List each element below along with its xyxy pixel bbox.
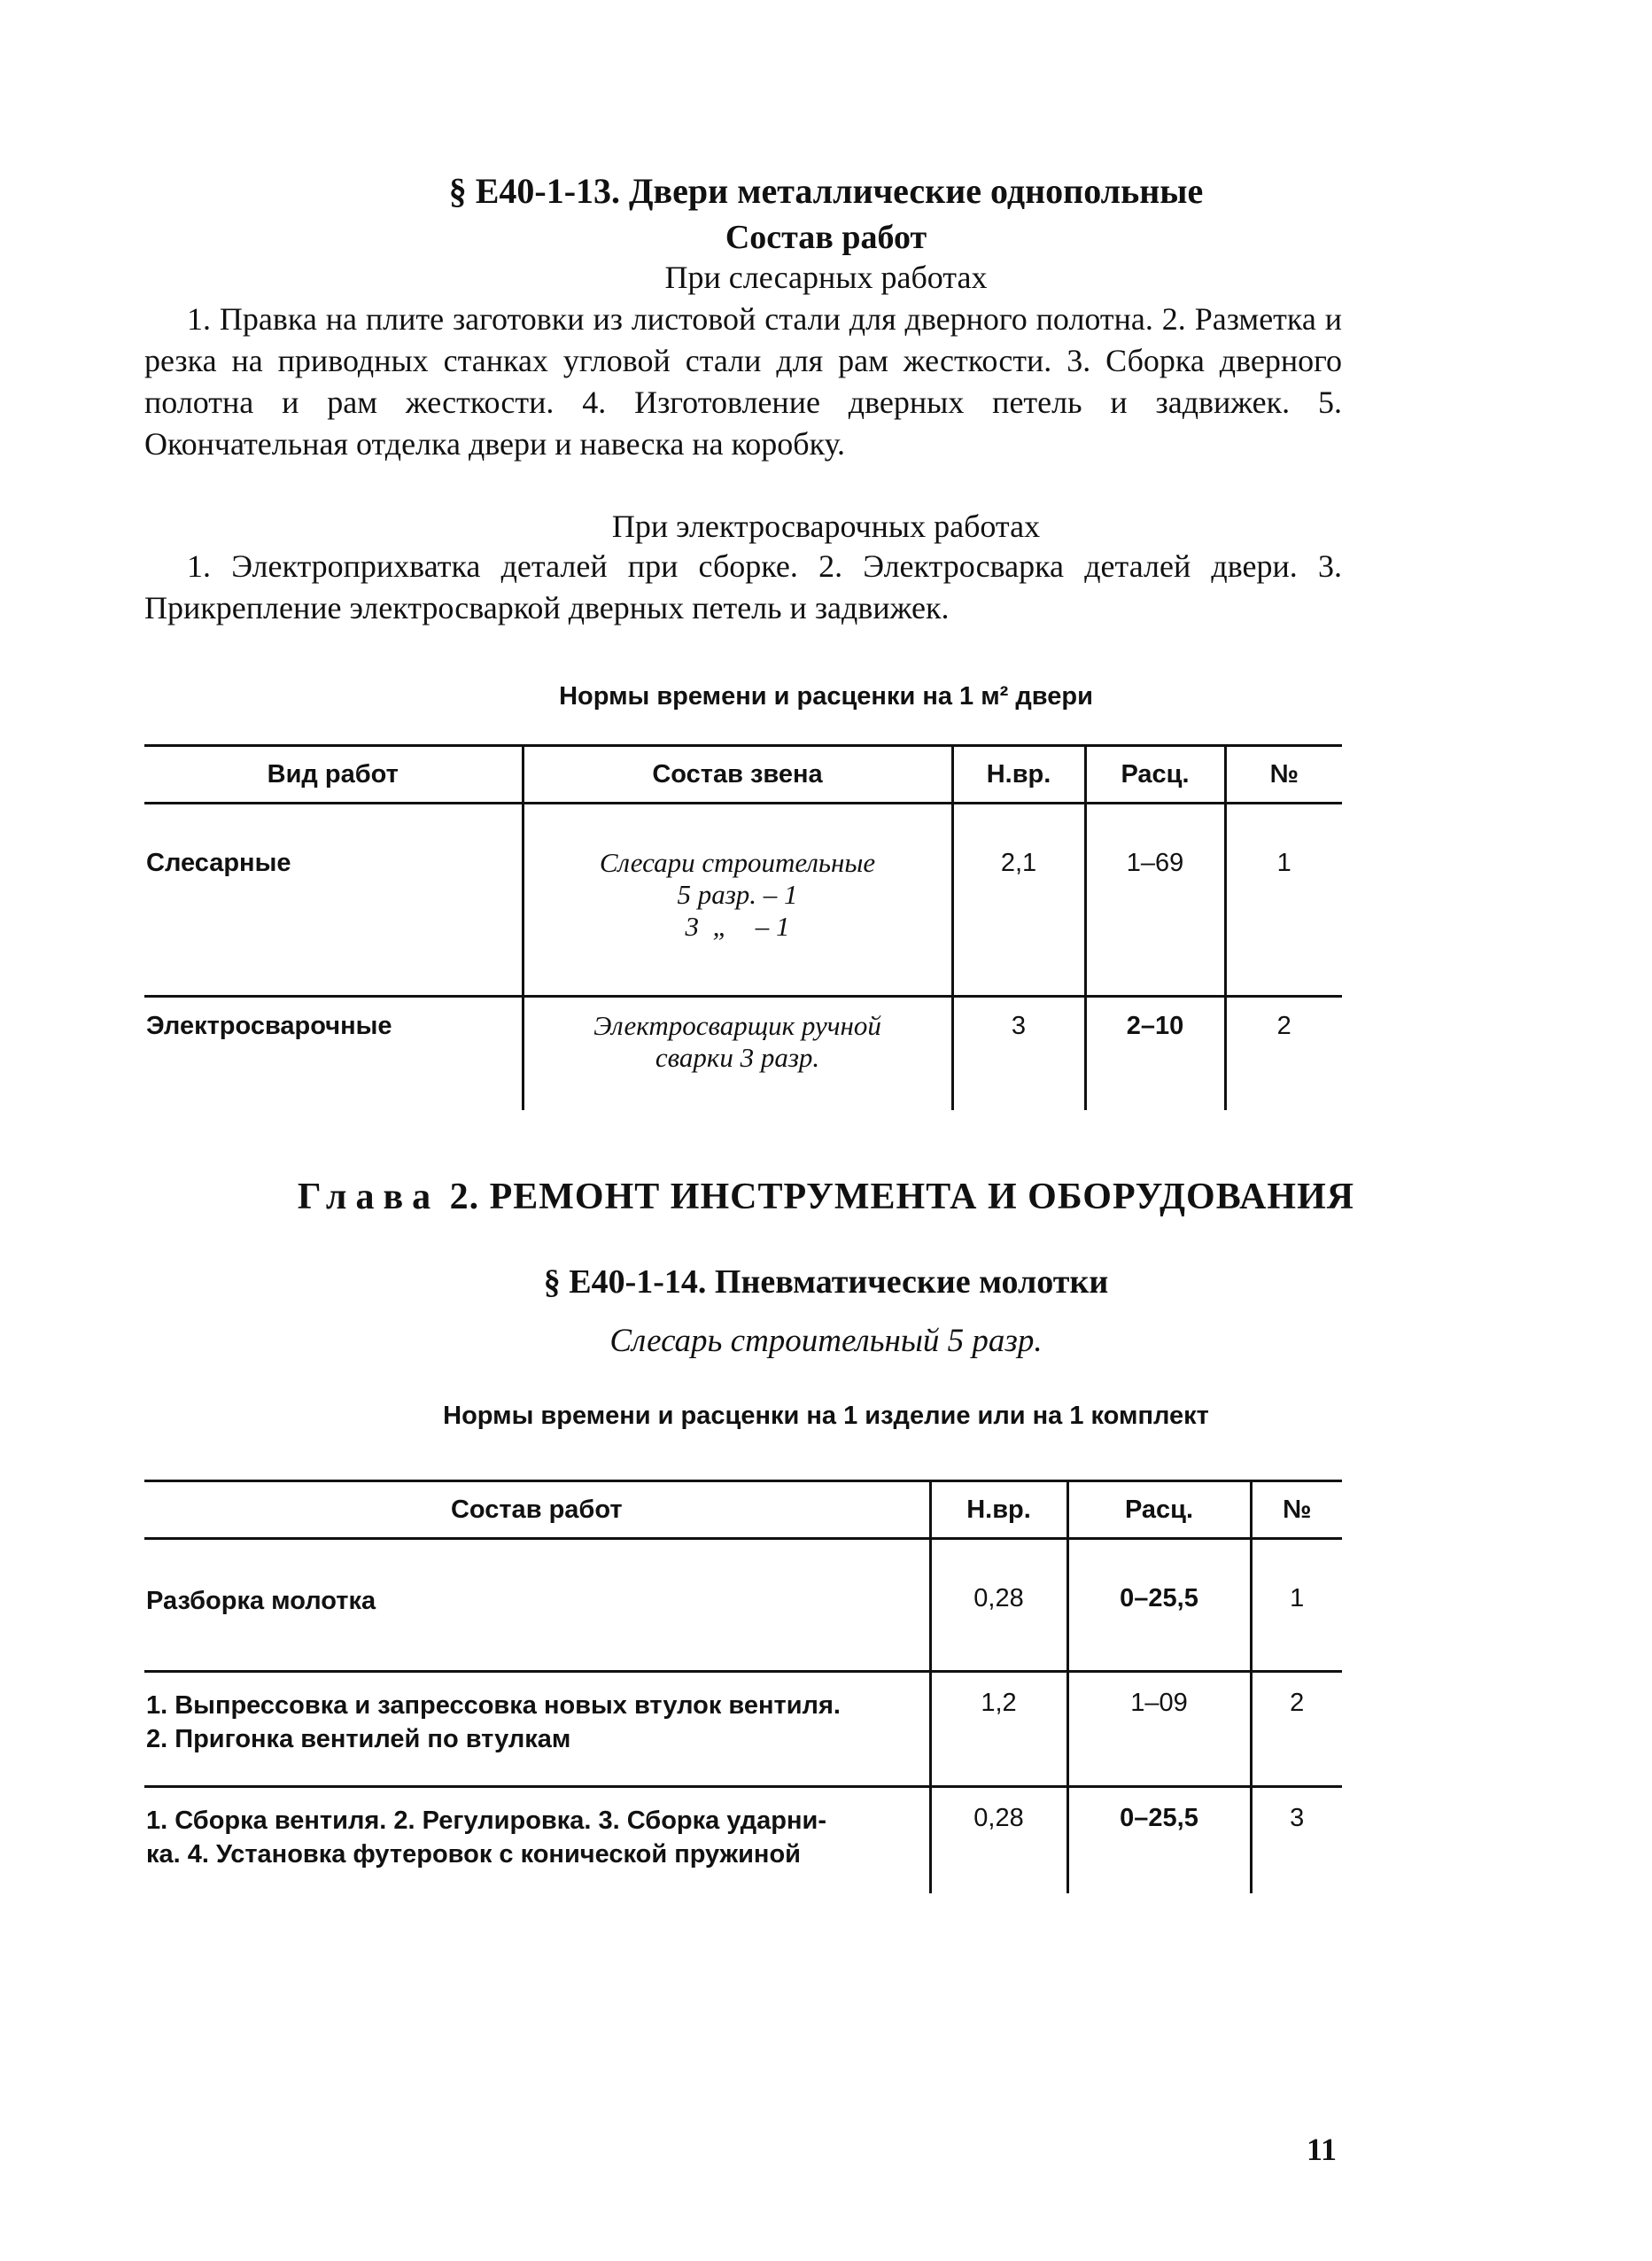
table-row xyxy=(144,1672,1342,1787)
crew-line: сварки 3 разр. xyxy=(655,1042,820,1073)
table-row xyxy=(144,1787,1342,1893)
crew-line: Электросварщик ручной xyxy=(593,1010,881,1041)
chapter-heading xyxy=(0,1176,1652,1218)
section2-title: § Е40-1-14. Пневматические молотки xyxy=(543,1263,1109,1301)
col-header-norm: Н.вр. xyxy=(952,746,1085,804)
cell-no: 1 xyxy=(1225,804,1342,997)
cell-work xyxy=(144,1672,930,1787)
chapter-prefix: Глава xyxy=(297,1177,440,1217)
cell-no: 3 xyxy=(1251,1787,1342,1893)
cell-norm: 0,28 xyxy=(930,1539,1067,1672)
table-row xyxy=(144,804,1342,997)
worker-line: Слесарь строительный 5 разр. xyxy=(609,1323,1043,1359)
cell-no: 2 xyxy=(1225,997,1342,1110)
col-header-work: Состав работ xyxy=(144,1481,930,1539)
col-header-price: Расц. xyxy=(1067,1481,1251,1539)
cell-work: Слесарные xyxy=(146,849,291,877)
work-line: ка. 4. Установка футеровок с конической пружиной xyxy=(146,1840,801,1869)
page-number: 11 xyxy=(1307,2132,1338,2167)
cell-norm: 1,2 xyxy=(930,1672,1067,1787)
work-line: Разборка молотка xyxy=(146,1587,376,1615)
section-subtitle: Состав работ xyxy=(725,219,927,256)
col-header-no: № xyxy=(1225,746,1342,804)
cell-norm: 2,1 xyxy=(952,804,1085,997)
cell-work xyxy=(144,1787,930,1893)
work-line: 1. Выпрессовка и запрессовка новых втулок вентиля. xyxy=(146,1691,841,1720)
cell-norm: 0,28 xyxy=(930,1787,1067,1893)
chapter-title: 2. РЕМОНТ ИНСТРУМЕНТА И ОБОРУДОВАНИЯ xyxy=(449,1177,1355,1217)
group2-text: 1. Электроприхватка деталей при сборке. 2. Электросварка деталей двери. 3. Прикрепление электросваркой дверных петель и задвижек. xyxy=(144,548,1342,625)
cell-price: 0–25,5 xyxy=(1067,1539,1251,1672)
cell-norm: 3 xyxy=(952,997,1085,1110)
cell-price: 1–69 xyxy=(1085,804,1225,997)
cell-crew xyxy=(523,804,952,997)
cell-no: 1 xyxy=(1251,1539,1342,1672)
col-header-norm: Н.вр. xyxy=(930,1481,1067,1539)
cell-no: 2 xyxy=(1251,1672,1342,1787)
col-header-work: Вид работ xyxy=(144,746,523,804)
work-line: 2. Пригонка вентилей по втулкам xyxy=(146,1725,571,1753)
group1-title: При слесарных работах xyxy=(664,260,988,295)
section-title: § Е40-1-13. Двери металлические однопольные xyxy=(448,171,1204,211)
table-header-row xyxy=(144,746,1342,804)
cell-price: 2–10 xyxy=(1085,997,1225,1110)
col-header-no: № xyxy=(1251,1481,1342,1539)
cell-crew xyxy=(523,997,952,1110)
cell-work: Электросварочные xyxy=(144,997,523,1110)
cell-price: 1–09 xyxy=(1067,1672,1251,1787)
table1-caption: Нормы времени и расценки на 1 м² двери xyxy=(559,682,1093,711)
col-header-crew: Состав звена xyxy=(523,746,952,804)
norms-table-hammers xyxy=(144,1480,1342,1893)
norms-table-doors xyxy=(144,744,1342,1110)
crew-line: 3 „ – 1 xyxy=(685,911,790,942)
table-row xyxy=(144,1539,1342,1672)
crew-line: 5 разр. – 1 xyxy=(677,879,798,910)
table-header-row xyxy=(144,1481,1342,1539)
cell-price: 0–25,5 xyxy=(1067,1787,1251,1893)
table2-caption: Нормы времени и расценки на 1 изделие или на 1 комплект xyxy=(443,1402,1209,1430)
cell-work xyxy=(144,1539,930,1672)
work-line: 1. Сборка вентиля. 2. Регулировка. 3. Сборка ударни- xyxy=(146,1806,827,1835)
group1-text: 1. Правка на плите заготовки из листовой стали для дверного полотна. 2. Разметка и резка на приводных станках угловой стали для рам жесткости. 3. Сборка дверного полотна и рам жесткости. 4. Изготовление дверных петель и задвижек. 5. Окончательная отделка двери и навеска на коробку. xyxy=(144,301,1342,462)
col-header-price: Расц. xyxy=(1085,746,1225,804)
group2-title: При электросварочных работах xyxy=(611,509,1041,544)
table-row xyxy=(144,997,1342,1110)
crew-line: Слесари строительные xyxy=(599,847,876,878)
